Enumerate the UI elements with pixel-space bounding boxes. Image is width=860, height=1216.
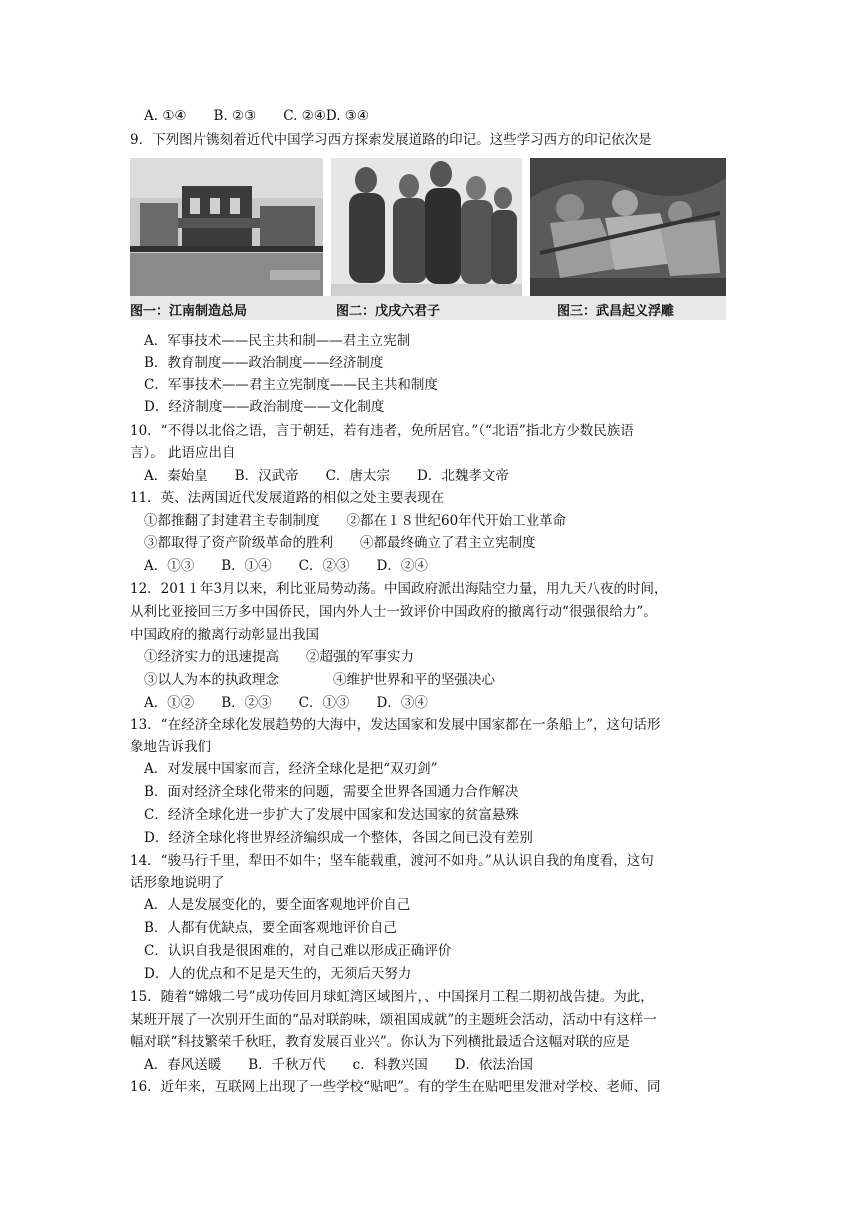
- q11-options: A．①③ B．①④ C．②③ D．②④: [144, 558, 428, 574]
- six-gentlemen-drawing: [331, 158, 522, 296]
- q15-stem-line-1: 15．随着“嫦娥二号”成功传回月球虹湾区域图片，、中国探月工程二期初战告捷。为此，: [130, 989, 654, 1005]
- q13-option-c: C．经济全球化进一步扩大了发展中国家和发达国家的贫富悬殊: [144, 807, 519, 823]
- q12-items-line-1: ①经济实力的迅速提高 ②超强的军事实力: [144, 649, 414, 665]
- q12-items-line-2: ③以人为本的执政理念 ④维护世界和平的坚强决心: [144, 672, 495, 688]
- q12-stem-line-1: 12．201１年3月以来，利比亚局势动荡。中国政府派出海陆空力量，用九天八夜的时间，: [130, 581, 668, 597]
- q12-stem-line-2: 从利比亚接回三万多中国侨民，国内外人士一致评价中国政府的撤离行动“很强很给力”。: [130, 604, 657, 620]
- q10-stem-line-2: 言）。 此语应出自: [130, 445, 236, 461]
- q12-stem-line-3: 中国政府的撤离行动彰显出我国: [130, 627, 319, 643]
- q10-stem-line-1: 10．“不得以北俗之语，言于朝廷，若有违者，免所居官。”（“北语”指北方少数民族语: [130, 423, 634, 439]
- q14-stem-line-1: 14．“骏马行千里，犁田不如牛；坚车能载重，渡河不如舟。”从认识自我的角度看，这句: [130, 853, 654, 869]
- q11-items-line-2: ③都取得了资产阶级革命的胜利 ④都最终确立了君主立宪制度: [144, 535, 536, 551]
- q10-options: A．秦始皇 B．汉武帝 C．唐太宗 D．北魏孝文帝: [144, 468, 509, 484]
- q15-stem-line-3: 幅对联“科技繁荣千秋旺，教育发展百业兴”。你认为下列横批最适合这幅对联的应是: [130, 1034, 630, 1050]
- figure-1-caption: 图一：江南制造总局: [130, 304, 248, 319]
- q11-stem: 11．英、法两国近代发展道路的相似之处主要表现在: [130, 490, 445, 506]
- q15-stem-line-2: 某班开展了一次别开生面的“品对联韵味，颂祖国成就”的主题班会活动，活动中有这样一: [130, 1012, 657, 1028]
- q9-option-a: A．军事技术——民主共和制——君主立宪制: [144, 333, 411, 349]
- q13-stem-line-2: 象地告诉我们: [130, 739, 211, 755]
- q9-option-d: D．经济制度——政治制度——文化制度: [144, 399, 385, 415]
- q13-option-a: A．对发展中国家而言，经济全球化是把“双刃剑”: [144, 761, 438, 777]
- q13-option-d: D．经济全球化将世界经济编织成一个整体，各国之间已没有差别: [144, 830, 533, 846]
- wuchang-uprising-relief: [530, 158, 726, 296]
- q8-options: A. ①④ B. ②③ C. ②④D. ③④: [144, 108, 370, 124]
- q9-option-c: C．军事技术——君主立宪制度——民主共和制度: [144, 377, 438, 393]
- q9-figure-strip: [130, 158, 726, 320]
- q9-stem: 9．下列图片镌刻着近代中国学习西方探索发展道路的印记。这些学习西方的印记依次是: [130, 132, 652, 148]
- figure-2-caption: 图二：戊戌六君子: [336, 304, 441, 319]
- figure-3-caption: 图三：武昌起义浮雕: [557, 304, 675, 319]
- q14-option-c: C．认识自我是很困难的，对自己难以形成正确评价: [144, 943, 452, 959]
- q14-option-a: A．人是发展变化的，要全面客观地评价自己: [144, 897, 411, 913]
- q12-options: A．①② B．②③ C．①③ D．③④: [144, 695, 428, 711]
- q13-stem-line-1: 13．“在经济全球化发展趋势的大海中，发达国家和发展中国家都在一条船上”，这句话形: [130, 717, 661, 733]
- q15-options: A．春风送暖 B．千秋万代 c．科教兴国 D．依法治国: [144, 1057, 534, 1073]
- q13-option-b: B．面对经济全球化带来的问题，需要全世界各国通力合作解决: [144, 784, 519, 800]
- jiangnan-arsenal-photo: [130, 158, 323, 296]
- q11-items-line-1: ①都推翻了封建君主专制制度 ②都在１８世纪60年代开始工业革命: [144, 513, 567, 529]
- q14-stem-line-2: 话形象地说明了: [130, 875, 225, 891]
- q14-option-b: B．人都有优缺点，要全面客观地评价自己: [144, 920, 397, 936]
- q14-option-d: D．人的优点和不足是天生的，无须后天努力: [144, 966, 412, 982]
- q16-stem-line-1: 16．近年来，互联网上出现了一些学校“贴吧”。有的学生在贴吧里发泄对学校、老师、同: [130, 1079, 661, 1095]
- q9-option-b: B．教育制度——政治制度——经济制度: [144, 355, 384, 371]
